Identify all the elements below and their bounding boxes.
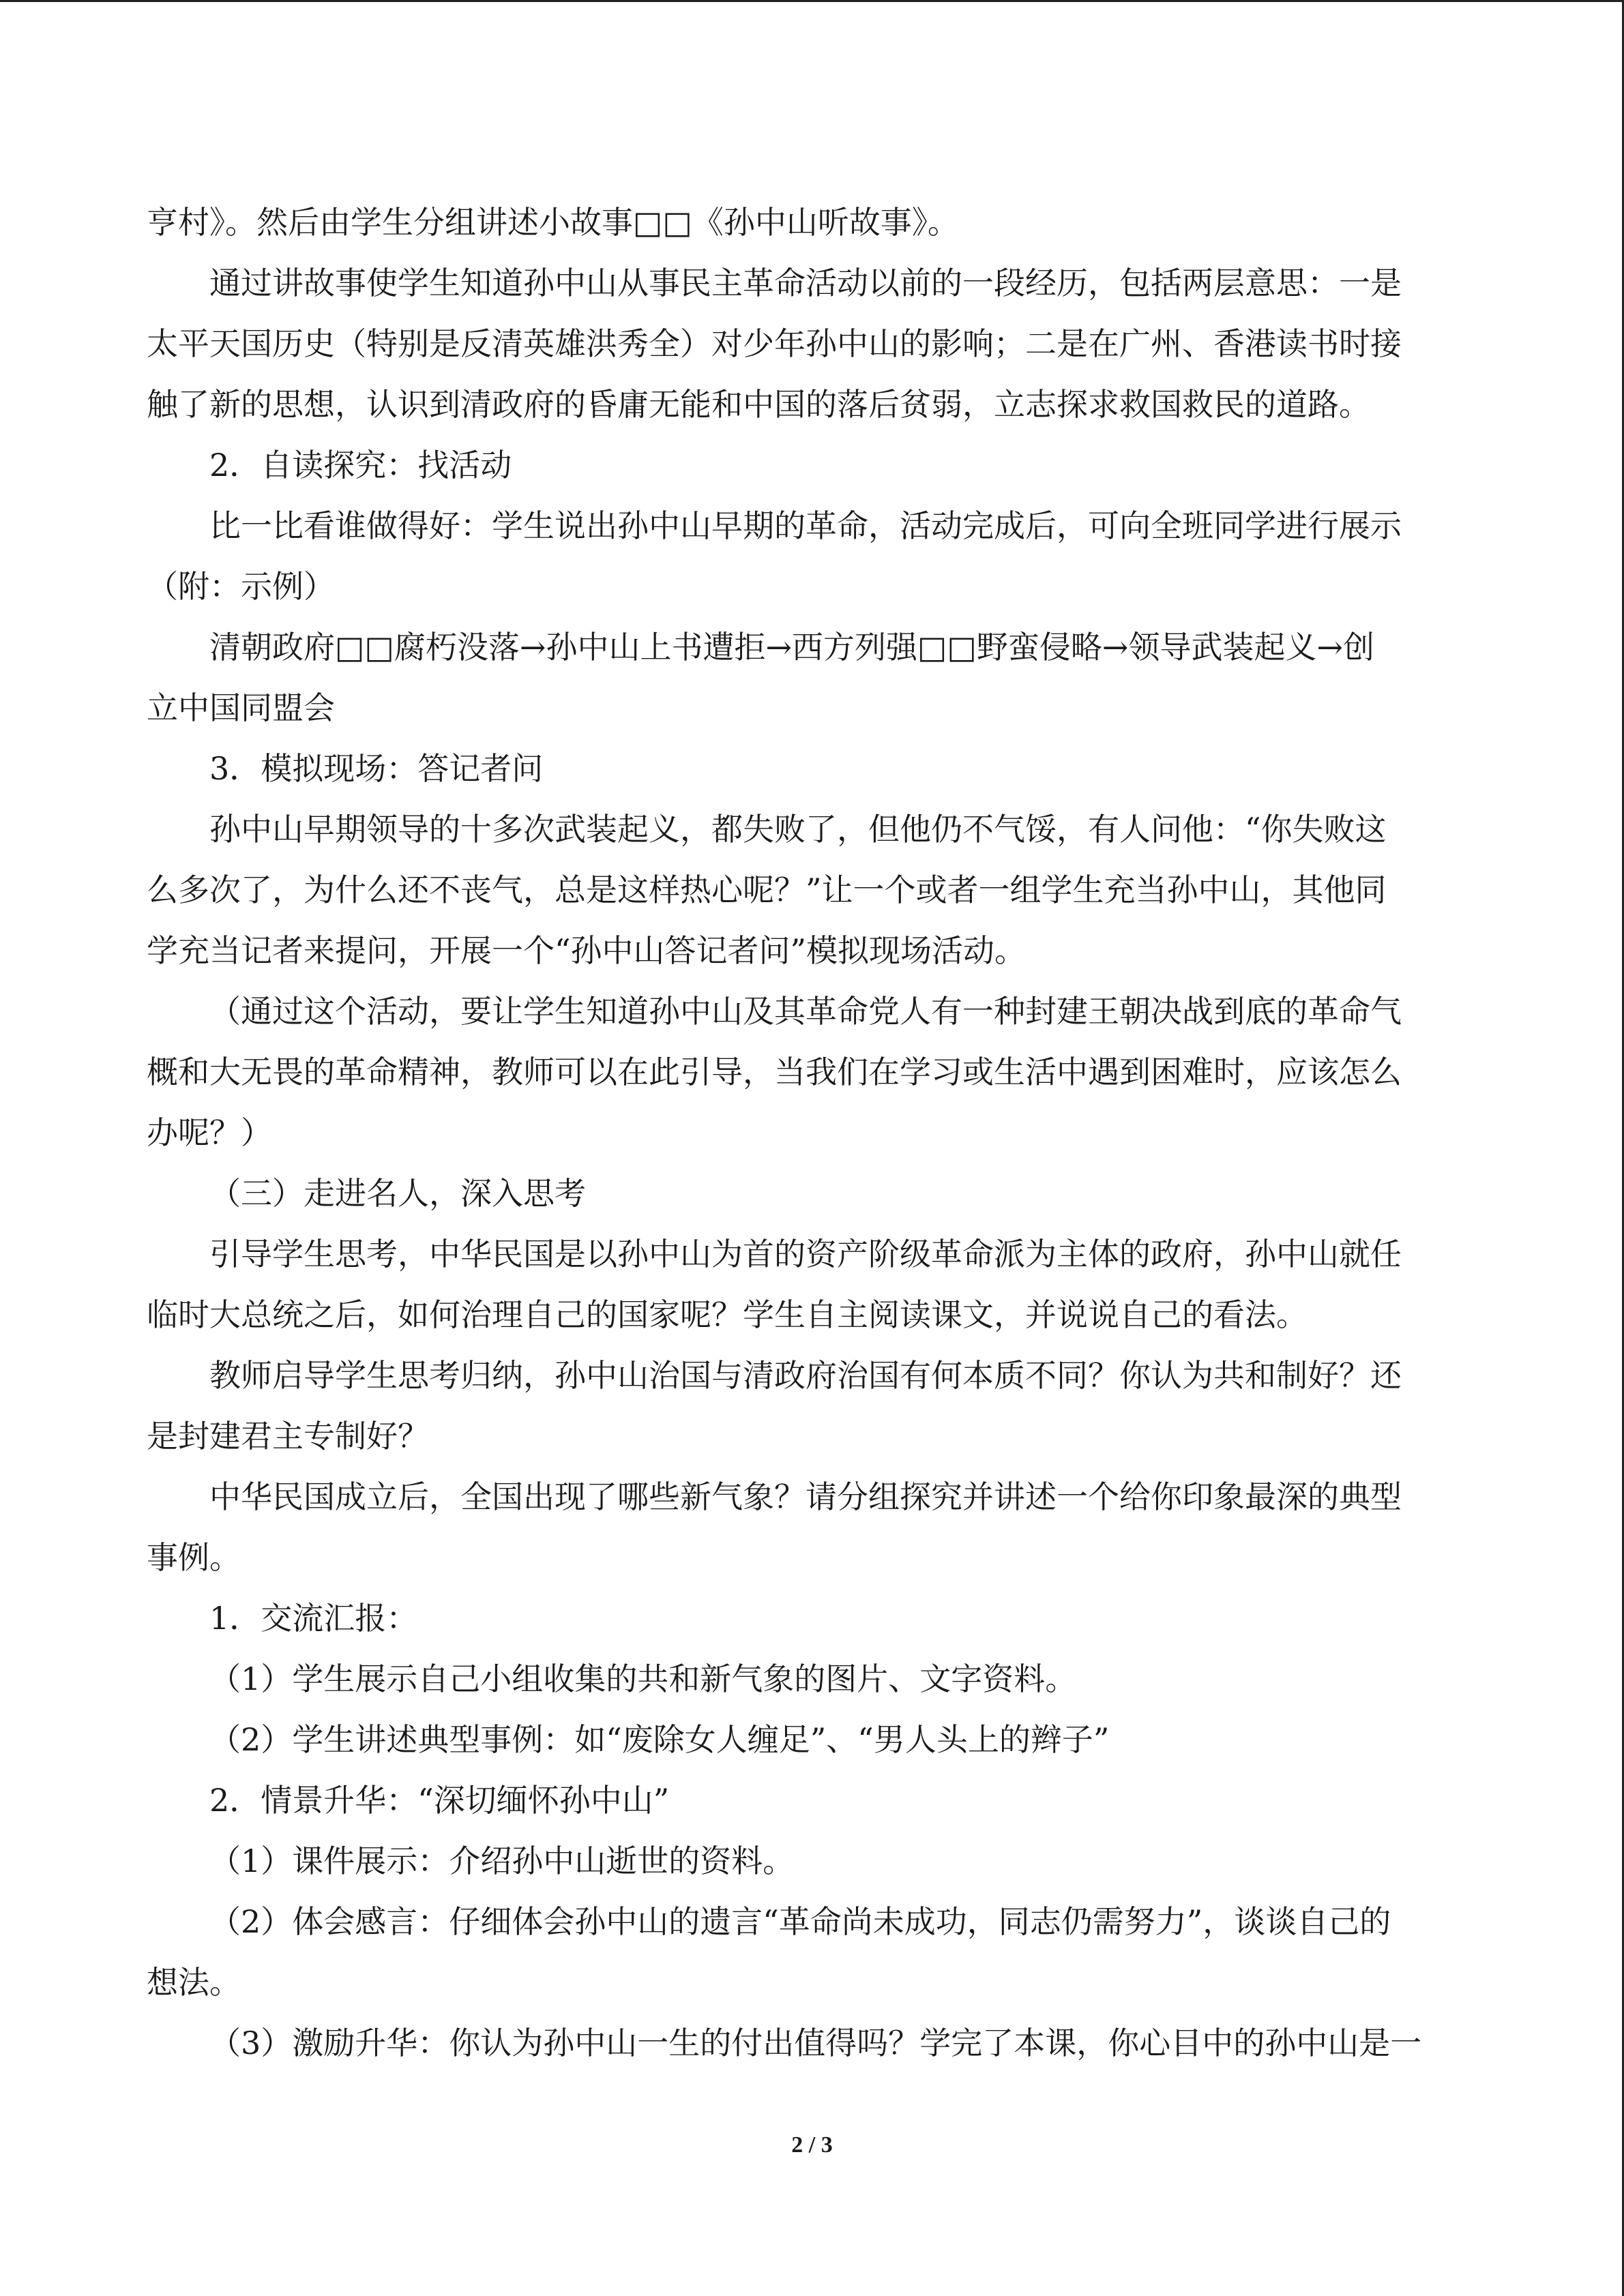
text-line: （通过这个活动，要让学生知道孙中山及其革命党人有一种封建王朝决战到底的革命气 <box>209 993 1402 1030</box>
list-item: （1）课件展示：介绍孙中山逝世的资料。 <box>209 1843 795 1879</box>
list-item: （1）学生展示自己小组收集的共和新气象的图片、文字资料。 <box>209 1660 1077 1697</box>
text-line: 触了新的思想，认识到清政府的昏庸无能和中国的落后贫弱，立志探求救国救民的道路。 <box>147 386 1370 423</box>
text-line: 办呢？） <box>147 1114 272 1151</box>
page-number: 2 / 3 <box>791 2132 833 2158</box>
text-line: 亨村》。然后由学生分组讲述小故事□□《孙中山听故事》。 <box>147 204 959 241</box>
text-line: 教师启导学生思考归纳，孙中山治国与清政府治国有何本质不同？你认为共和制好？还 <box>209 1357 1402 1394</box>
text-line: 中华民国成立后，全国出现了哪些新气象？请分组探究并讲述一个给你印象最深的典型 <box>209 1478 1402 1515</box>
text-line: 概和大无畏的革命精神，教师可以在此引导，当我们在学习或生活中遇到困难时，应该怎么 <box>147 1054 1402 1090</box>
list-item: （3）激励升华：你认为孙中山一生的付出值得吗？学完了本课，你心目中的孙中山是一 <box>209 2025 1422 2061</box>
text-line: 学充当记者来提问，开展一个“孙中山答记者问”模拟现场活动。 <box>147 932 1027 969</box>
text-line: 孙中山早期领导的十多次武装起义，都失败了，但他仍不气馁，有人问他：“你失败这 <box>209 811 1387 848</box>
list-item: （2）学生讲述典型事例：如“废除女人缠足”、“男人头上的辫子” <box>209 1721 1110 1758</box>
section-heading: 2．自读探究：找活动 <box>209 447 512 483</box>
top-border <box>0 0 1624 2</box>
section-heading: 3．模拟现场：答记者问 <box>209 750 544 787</box>
section-heading: 1．交流汇报： <box>209 1600 418 1637</box>
section-heading: 2．情景升华：“深切缅怀孙中山” <box>209 1782 670 1819</box>
text-line: 清朝政府□□腐朽没落→孙中山上书遭拒→西方列强□□野蛮侵略→领导武装起义→创 <box>209 629 1375 666</box>
text-line: 通过讲故事使学生知道孙中山从事民主革命活动以前的一段经历，包括两层意思：一是 <box>209 265 1402 301</box>
text-line: 立中国同盟会 <box>147 689 335 726</box>
text-line: 想法。 <box>147 1964 241 2001</box>
text-line: 临时大总统之后，如何治理自己的国家呢？学生自主阅读课文，并说说自己的看法。 <box>147 1296 1308 1333</box>
text-line: 比一比看谁做得好：学生说出孙中山早期的革命，活动完成后，可向全班同学进行展示 <box>209 507 1402 544</box>
text-line: （附：示例） <box>147 568 335 605</box>
section-heading: （三）走进名人，深入思考 <box>209 1175 586 1212</box>
list-item: （2）体会感言：仔细体会孙中山的遗言“革命尚未成功，同志仍需努力”，谈谈自己的 <box>209 1903 1391 1940</box>
text-line: 是封建君主专制好？ <box>147 1418 429 1455</box>
text-line: 事例。 <box>147 1539 241 1576</box>
text-line: 引导学生思考，中华民国是以孙中山为首的资产阶级革命派为主体的政府，孙中山就任 <box>209 1236 1402 1272</box>
text-line: 太平天国历史（特别是反清英雄洪秀全）对少年孙中山的影响；二是在广州、香港读书时接 <box>147 325 1402 362</box>
text-line: 么多次了，为什么还不丧气，总是这样热心呢？”让一个或者一组学生充当孙中山，其他同 <box>147 871 1387 908</box>
